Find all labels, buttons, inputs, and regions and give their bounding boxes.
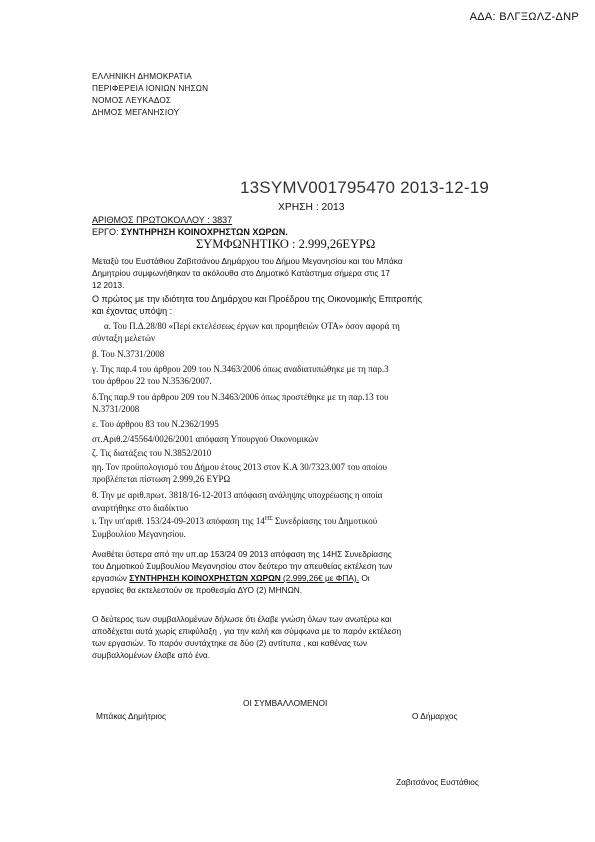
legal-item-d-cont: Ν.3731/2008	[92, 404, 140, 414]
first-party-line: και έχοντας υπόψη :	[92, 306, 173, 316]
protocol-number: ΑΡΙΘΜΟΣ ΠΡΩΤΟΚΟΛΛΟΥ : 3837	[92, 215, 233, 225]
assignment-line	[92, 573, 370, 583]
assignment-line: εργασίες θα εκτελεστούν σε προθεσμία ΔΥΟ (2) ΜΗΝΩΝ.	[92, 585, 303, 595]
header-line-municipality: ΔΗΜΟΣ ΜΕΓΑΝΗΣΙΟΥ	[92, 108, 180, 117]
intro-line: Μεταξύ του Ευστάθιου Ζαβιτσάνου Δημάρχου του Δήμου Μεγανησίου και του Μπάκα	[92, 256, 403, 266]
project-line	[92, 227, 288, 237]
second-party-line: Ο δεύτερος των συμβαλλομένων δήλωσε ότι έλαβε γνώση όλων των ανωτέρω και	[92, 614, 392, 624]
legal-item-j-text: Συνεδρίασης του Δημοτικού	[272, 516, 378, 526]
header-line-region: ΠΕΡΙΦΕΡΕΙΑ ΙΟΝΙΩΝ ΝΗΣΩΝ	[92, 84, 209, 93]
second-party-line: αποδέχεται αυτά χωρίς επιφύλαξη , για την καλή και σύμφωνα με το παρόν εκτέλεση	[92, 626, 402, 636]
second-party-line: συμβαλλομένων έλαβε από ένα.	[92, 650, 211, 660]
mayor-name: Ζαβιτσάνος Ευστάθιος	[396, 777, 479, 787]
legal-item-a-cont: σύνταξη μελετών	[92, 333, 156, 343]
assignment-text: Οι	[359, 573, 370, 583]
superscript: ΗΣ	[264, 516, 273, 522]
header-line-prefecture: ΝΟΜΟΣ ΛΕΥΚΑΔΟΣ	[92, 96, 172, 105]
legal-item-j-cont: Συμβουλίου Μεγανησίου.	[92, 529, 186, 539]
legal-item-j-text: ι. Την υπ'αριθ. 153/24-09-2013 απόφαση της 14	[92, 516, 265, 526]
ada-code: ΑΔΑ: ΒΛΓΞΩΛΖ-ΔΝΡ	[469, 11, 579, 23]
second-party-line: των εργασιών. Το παρόν συντάχτηκε σε δύο (2) αντίτυπα , και καθένας των	[92, 638, 367, 648]
intro-line: Δημητρίου συμφωνήθηκαν τα ακόλουθα στο Δημοτικό Κατάστημα σήμερα στις 17	[92, 268, 391, 278]
project-name: ΣΥΝΤΗΡΗΣΗ ΚΟΙΝΟΧΡΗΣΤΩΝ ΧΩΡΩΝ.	[120, 227, 288, 237]
assignment-line: του Δημοτικού Συμβουλίου Μεγανησίου στον δεύτερο την απευθείας εκτέλεση των	[92, 561, 393, 571]
legal-item-b: β. Του Ν.3731/2008	[92, 349, 165, 359]
legal-item-c-cont: του άρθρου 22 του Ν.3536/2007.	[92, 376, 212, 386]
legal-item-j	[92, 516, 377, 526]
assignment-amount: (2.999,26€ με ΦΠΑ).	[280, 573, 360, 583]
mayor-title: Ο Δήμαρχος	[412, 711, 458, 721]
legal-item-c: γ. Της παρ.4 του άρθρου 209 του Ν.3463/2006 όπως αναδιατυπώθηκε με τη παρ.3	[92, 364, 389, 374]
legal-item-g: ζ. Τις διατάξεις του Ν.3852/2010	[92, 448, 212, 458]
legal-item-d: δ.Της παρ.9 του άρθρου 209 του Ν.3463/2006 όπως προστέθηκε με τη παρ.13 του	[92, 392, 389, 402]
document-number: 13SYMV001795470 2013-12-19	[240, 178, 490, 197]
contract-title: ΣΥΜΦΩΝΗΤΙΚΟ : 2.999,26ΕΥΡΩ	[196, 237, 376, 251]
first-party-line: Ο πρώτος με την ιδιότητα του Δημάρχου και Προέδρου της Οικονομικής Επιτροπής	[92, 294, 423, 304]
project-prefix: ΕΡΓΟ:	[92, 227, 121, 237]
assignment-text: εργασιών	[92, 573, 130, 583]
legal-item-f: στ.Αριθ.2/45564/0026/2001 απόφαση Υπουργού Οικονομικών	[92, 434, 319, 444]
header-line-republic: ΕΛΛΗΝΙΚΗ ΔΗΜΟΚΡΑΤΙΑ	[92, 72, 192, 81]
contractor-name: Μπάκας Δημήτριος	[96, 711, 167, 721]
assignment-project-name: ΣΥΝΤΗΡΗΣΗ ΚΟΙΝΟΧΡΗΣΤΩΝ ΧΩΡΩΝ	[129, 573, 281, 583]
legal-item-i: θ. Την με αριθ.πρωτ. 3818/16-12-2013 απόφαση ανάληψης υποχρέωσης η οποία	[92, 490, 383, 500]
legal-item-i-cont: αναρτήθηκε στο διαδίκτυο	[92, 503, 189, 513]
assignment-line: Αναθέτει ύστερα από την υπ.αρ 153/24 09 2013 απόφαση της 14ΗΣ Συνεδρίασης	[92, 549, 392, 559]
fiscal-year: ΧΡΗΣΗ : 2013	[278, 202, 345, 213]
legal-item-a: α. Του Π.Δ.28/80 «Περί εκτελέσεως έργων και προμηθειών ΟΤΑ» όσον αφορά τη	[104, 321, 400, 331]
legal-item-h: ηη. Τον προϋπολογισμό του Δήμου έτους 2013 στον Κ.Α 30/7323.007 του οποίου	[92, 462, 387, 472]
legal-item-e: ε. Του άρθρου 83 του Ν.2362/1995	[92, 419, 219, 429]
legal-item-h-cont: προβλέπεται πίστωση 2.999,26 ΕΥΡΩ	[92, 474, 231, 484]
signatures-heading: ΟΙ ΣΥΜΒΑΛΛΟΜΕΝΟΙ	[243, 698, 328, 708]
intro-line: 12 2013.	[92, 280, 125, 290]
